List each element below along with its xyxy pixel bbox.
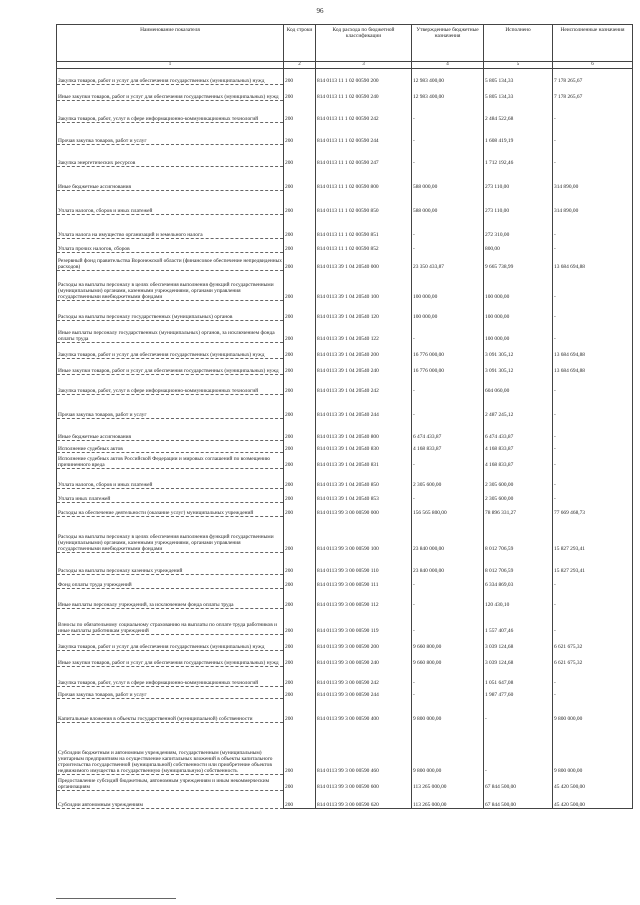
table-row xyxy=(57,191,633,215)
row-budget-code: 814 0113 99 3 00 00590 600 xyxy=(316,775,412,791)
row-executed: 2 305 600,00 xyxy=(484,489,553,503)
row-line-code: 200 xyxy=(284,239,316,253)
row-unexecuted: 15 827 293,41 xyxy=(553,517,633,553)
table-row xyxy=(57,69,633,85)
table-row xyxy=(57,589,633,609)
row-approved: - xyxy=(412,589,484,609)
row-budget-code: 814 0113 99 3 00 00590 620 xyxy=(316,791,412,809)
row-name: Закупка товаров, работ, услуг в сфере информационно-коммуникационных технологий xyxy=(57,667,284,687)
row-name: Капитальные вложения в объекты государственной (муниципальной) собственности xyxy=(57,699,284,723)
row-approved: 12 983 400,00 xyxy=(412,69,484,85)
row-unexecuted: - xyxy=(553,489,633,503)
row-unexecuted: - xyxy=(553,375,633,395)
row-unexecuted: 15 827 293,41 xyxy=(553,553,633,575)
row-approved: 23 840 000,00 xyxy=(412,553,484,575)
row-unexecuted: - xyxy=(553,609,633,635)
table-row xyxy=(57,359,633,375)
row-budget-code: 814 0113 99 3 00 00590 000 xyxy=(316,503,412,517)
row-approved: 9 660 800,00 xyxy=(412,651,484,667)
column-number: 5 xyxy=(484,62,553,69)
row-approved: 6 474 433,87 xyxy=(412,419,484,441)
table-row xyxy=(57,343,633,359)
table-row xyxy=(57,517,633,553)
row-name: Уплата иных платежей xyxy=(57,489,284,503)
row-line-code: 200 xyxy=(284,167,316,191)
table-row xyxy=(57,503,633,517)
row-executed: 800,00 xyxy=(484,239,553,253)
row-budget-code: 814 0113 39 1 04 20540 830 xyxy=(316,441,412,453)
row-line-code: 200 xyxy=(284,253,316,271)
table-row xyxy=(57,553,633,575)
row-approved: - xyxy=(412,667,484,687)
row-name: Уплата прочих налогов, сборов xyxy=(57,239,284,253)
row-line-code: 200 xyxy=(284,609,316,635)
footnote-divider xyxy=(56,898,176,899)
row-budget-code: 814 0113 11 1 02 00590 850 xyxy=(316,191,412,215)
row-line-code: 200 xyxy=(284,123,316,145)
row-name: Уплата налогов, сборов и иных платежей xyxy=(57,191,284,215)
row-approved: 588 000,00 xyxy=(412,167,484,191)
row-name: Расходы на обеспечение деятельности (оказание услуг) муниципальных учреждений xyxy=(57,503,284,517)
row-executed: 6 334 869,03 xyxy=(484,575,553,589)
row-approved: 16 776 000,00 xyxy=(412,359,484,375)
row-executed: 3 039 124,68 xyxy=(484,651,553,667)
row-approved: - xyxy=(412,375,484,395)
page-number: 96 xyxy=(316,7,324,15)
row-unexecuted: - xyxy=(553,575,633,589)
row-approved: 9 800 000,00 xyxy=(412,723,484,775)
row-executed: 272 310,00 xyxy=(484,215,553,239)
table-row xyxy=(57,687,633,699)
row-executed: 1 712 192,46 xyxy=(484,145,553,167)
row-approved: - xyxy=(412,321,484,343)
row-unexecuted: 314 890,00 xyxy=(553,191,633,215)
row-executed: 5 805 134,33 xyxy=(484,69,553,85)
row-unexecuted: - xyxy=(553,215,633,239)
row-line-code: 200 xyxy=(284,85,316,101)
row-executed: 6 474 433,87 xyxy=(484,419,553,441)
row-name: Исполнение судебных актов Российской Федерации и мировых соглашений по возмещению причиненного вреда xyxy=(57,453,284,469)
row-unexecuted: - xyxy=(553,321,633,343)
row-executed: 78 896 331,27 xyxy=(484,503,553,517)
budget-execution-table xyxy=(56,24,633,809)
row-name: Закупка товаров, работ, услуг в сфере информационно-коммуникационных технологий xyxy=(57,101,284,123)
row-approved: - xyxy=(412,575,484,589)
row-unexecuted: - xyxy=(553,145,633,167)
row-line-code: 200 xyxy=(284,723,316,775)
table-row xyxy=(57,667,633,687)
row-budget-code: 814 0113 99 3 00 00590 200 xyxy=(316,635,412,651)
table-row xyxy=(57,395,633,419)
row-name: Фонд оплаты труда учреждений xyxy=(57,575,284,589)
row-name: Иные закупки товаров, работ и услуг для обеспечения государственных (муниципальных) нужд xyxy=(57,359,284,375)
row-unexecuted: 13 684 694,88 xyxy=(553,343,633,359)
row-line-code: 200 xyxy=(284,419,316,441)
table-row xyxy=(57,145,633,167)
row-unexecuted: 77 669 468,73 xyxy=(553,503,633,517)
row-line-code: 200 xyxy=(284,651,316,667)
row-line-code: 200 xyxy=(284,271,316,301)
table-row xyxy=(57,489,633,503)
column-number: 2 xyxy=(284,62,316,69)
header-approved: Утвержденные бюджетные назначения xyxy=(412,25,484,62)
row-line-code: 200 xyxy=(284,489,316,503)
row-budget-code: 814 0113 39 1 04 20540 240 xyxy=(316,359,412,375)
row-executed: 3 039 124,68 xyxy=(484,635,553,651)
row-line-code: 200 xyxy=(284,375,316,395)
column-number: 6 xyxy=(553,62,633,69)
table-row xyxy=(57,723,633,775)
row-budget-code: 814 0113 39 1 04 20540 242 xyxy=(316,375,412,395)
row-unexecuted: - xyxy=(553,589,633,609)
row-name: Исполнение судебных актов xyxy=(57,441,284,453)
row-approved: 156 565 800,00 xyxy=(412,503,484,517)
row-budget-code: 814 0113 39 1 04 20540 120 xyxy=(316,301,412,321)
row-budget-code: 814 0113 99 3 00 00590 460 xyxy=(316,723,412,775)
row-name: Субсидии бюджетным и автономным учреждениям, государственным (муниципальным) унитарным предприятиям на осуществление капитальных вложений в объекты капитального строительства государственной (муниципальной) собственности или приобретение объектов недвижимого имущества в государственную (муниципальную) собственность xyxy=(57,723,284,775)
row-executed: 273 110,00 xyxy=(484,167,553,191)
row-budget-code: 814 0113 39 1 04 20540 200 xyxy=(316,343,412,359)
row-name: Резервный фонд правительства Воронежской области (финансовое обеспечение непредвиденных расходов) xyxy=(57,253,284,271)
row-line-code: 200 xyxy=(284,469,316,489)
row-executed: 120 430,10 xyxy=(484,589,553,609)
row-approved: 9 660 800,00 xyxy=(412,635,484,651)
row-name: Иные бюджетные ассигнования xyxy=(57,419,284,441)
row-line-code: 200 xyxy=(284,699,316,723)
table-row xyxy=(57,239,633,253)
row-name: Уплата налогов, сборов и иных платежей xyxy=(57,469,284,489)
table-row xyxy=(57,575,633,589)
row-budget-code: 814 0113 39 1 04 20540 000 xyxy=(316,253,412,271)
row-approved: 113 265 000,00 xyxy=(412,791,484,809)
row-line-code: 200 xyxy=(284,301,316,321)
row-approved: 23 350 433,87 xyxy=(412,253,484,271)
table-row xyxy=(57,635,633,651)
row-name: Прочая закупка товаров, работ и услуг xyxy=(57,123,284,145)
row-executed: 2 484 522,68 xyxy=(484,101,553,123)
row-unexecuted: - xyxy=(553,301,633,321)
row-approved: 12 983 400,00 xyxy=(412,85,484,101)
table-row xyxy=(57,85,633,101)
row-budget-code: 814 0113 39 1 04 20540 100 xyxy=(316,271,412,301)
header-executed: Исполнено xyxy=(484,25,553,62)
row-executed: 100 000,00 xyxy=(484,301,553,321)
row-name: Иные закупки товаров, работ и услуг для обеспечения государственных (муниципальных) нужд xyxy=(57,651,284,667)
row-approved: 2 305 600,00 xyxy=(412,469,484,489)
row-unexecuted: 45 420 500,00 xyxy=(553,791,633,809)
table-header-row xyxy=(57,25,633,62)
row-line-code: 200 xyxy=(284,191,316,215)
row-name: Расходы на выплаты персоналу казенных учреждений xyxy=(57,553,284,575)
row-name: Расходы на выплаты персоналу в целях обеспечения выполнения функций государственными (муниципальными) органами, казенными учреждениями, органами управления государственными внебюджетными фондами xyxy=(57,271,284,301)
row-name: Иные выплаты персоналу учреждений, за исключением фонда оплаты труда xyxy=(57,589,284,609)
column-number: 4 xyxy=(412,62,484,69)
row-unexecuted: - xyxy=(553,123,633,145)
header-unexecuted: Неисполненные назначения xyxy=(553,25,633,62)
row-unexecuted: - xyxy=(553,667,633,687)
table-row xyxy=(57,101,633,123)
row-executed: 1 608 419,19 xyxy=(484,123,553,145)
table-row xyxy=(57,469,633,489)
row-executed: 100 000,00 xyxy=(484,271,553,301)
row-budget-code: 814 0113 11 1 02 00590 800 xyxy=(316,167,412,191)
column-number: 1 xyxy=(57,62,284,69)
header-indicator-name: Наименование показателя xyxy=(57,25,284,62)
row-budget-code: 814 0113 99 3 00 00590 244 xyxy=(316,687,412,699)
row-approved: - xyxy=(412,395,484,419)
row-budget-code: 814 0113 99 3 00 00590 112 xyxy=(316,589,412,609)
row-approved: 100 000,00 xyxy=(412,271,484,301)
row-name: Уплата налога на имущество организаций и земельного налога xyxy=(57,215,284,239)
row-budget-code: 814 0113 11 1 02 00590 244 xyxy=(316,123,412,145)
row-approved: 9 800 000,00 xyxy=(412,699,484,723)
table-row xyxy=(57,441,633,453)
row-budget-code: 814 0113 39 1 04 20540 850 xyxy=(316,469,412,489)
row-unexecuted: 314 890,00 xyxy=(553,167,633,191)
row-name: Расходы на выплаты персоналу государственных (муниципальных) органов xyxy=(57,301,284,321)
row-line-code: 200 xyxy=(284,395,316,419)
row-line-code: 200 xyxy=(284,453,316,469)
row-unexecuted: - xyxy=(553,395,633,419)
row-line-code: 200 xyxy=(284,775,316,791)
row-approved: - xyxy=(412,145,484,167)
row-executed: 100 000,00 xyxy=(484,321,553,343)
table-row xyxy=(57,609,633,635)
table-body xyxy=(57,69,633,809)
row-executed: 2 305 600,00 xyxy=(484,469,553,489)
row-unexecuted: 7 178 265,67 xyxy=(553,69,633,85)
row-approved: - xyxy=(412,489,484,503)
row-name: Субсидии автономным учреждениям xyxy=(57,791,284,809)
row-line-code: 200 xyxy=(284,503,316,517)
table-row xyxy=(57,453,633,469)
table-row xyxy=(57,775,633,791)
row-line-code: 200 xyxy=(284,635,316,651)
row-line-code: 200 xyxy=(284,517,316,553)
row-unexecuted: - xyxy=(553,687,633,699)
table-row xyxy=(57,123,633,145)
row-unexecuted: 45 420 500,00 xyxy=(553,775,633,791)
row-line-code: 200 xyxy=(284,321,316,343)
row-executed: 8 012 706,59 xyxy=(484,553,553,575)
row-budget-code: 814 0113 99 3 00 00590 400 xyxy=(316,699,412,723)
row-name: Иные закупки товаров, работ и услуг для обеспечения государственных (муниципальных) нужд xyxy=(57,85,284,101)
row-approved: - xyxy=(412,609,484,635)
row-approved: 588 000,00 xyxy=(412,191,484,215)
row-line-code: 200 xyxy=(284,101,316,123)
row-line-code: 200 xyxy=(284,441,316,453)
row-executed: 1 987 477,60 xyxy=(484,687,553,699)
table-row xyxy=(57,419,633,441)
row-approved: - xyxy=(412,239,484,253)
row-line-code: 200 xyxy=(284,667,316,687)
row-name: Закупка товаров, работ и услуг для обеспечения государственных (муниципальных) нужд xyxy=(57,69,284,85)
row-name: Закупка энергетических ресурсов xyxy=(57,145,284,167)
row-approved: - xyxy=(412,687,484,699)
row-executed: 1 557 407,46 xyxy=(484,609,553,635)
row-line-code: 200 xyxy=(284,553,316,575)
table-row xyxy=(57,375,633,395)
row-approved: 4 168 833,87 xyxy=(412,441,484,453)
row-unexecuted: 9 800 000,00 xyxy=(553,723,633,775)
row-budget-code: 814 0113 11 1 02 00590 240 xyxy=(316,85,412,101)
row-executed: - xyxy=(484,723,553,775)
row-budget-code: 814 0113 39 1 04 20540 853 xyxy=(316,489,412,503)
row-budget-code: 814 0113 99 3 00 00590 242 xyxy=(316,667,412,687)
column-number: 3 xyxy=(316,62,412,69)
row-name: Закупка товаров, работ и услуг для обеспечения государственных (муниципальных) нужд xyxy=(57,635,284,651)
row-name: Прочая закупка товаров, работ и услуг xyxy=(57,395,284,419)
row-executed: 1 051 647,08 xyxy=(484,667,553,687)
row-unexecuted: 9 800 000,00 xyxy=(553,699,633,723)
row-budget-code: 814 0113 99 3 00 00590 100 xyxy=(316,517,412,553)
row-approved: - xyxy=(412,215,484,239)
row-unexecuted: - xyxy=(553,469,633,489)
table-row xyxy=(57,253,633,271)
header-line-code: Код строки xyxy=(284,25,316,62)
table-row xyxy=(57,699,633,723)
row-unexecuted: 13 684 694,88 xyxy=(553,253,633,271)
row-name: Иные выплаты персоналу государственных (муниципальных) органов, за исключением фонда оплаты труда xyxy=(57,321,284,343)
row-budget-code: 814 0113 99 3 00 00590 240 xyxy=(316,651,412,667)
row-unexecuted: - xyxy=(553,419,633,441)
row-budget-code: 814 0113 39 1 04 20540 122 xyxy=(316,321,412,343)
table-row xyxy=(57,301,633,321)
row-line-code: 200 xyxy=(284,343,316,359)
row-name: Закупка товаров, работ и услуг для обеспечения государственных (муниципальных) нужд xyxy=(57,343,284,359)
row-budget-code: 814 0113 99 3 00 00590 119 xyxy=(316,609,412,635)
row-budget-code: 814 0113 11 1 02 00590 200 xyxy=(316,69,412,85)
row-approved: - xyxy=(412,123,484,145)
table-row xyxy=(57,791,633,809)
row-budget-code: 814 0113 39 1 04 20540 831 xyxy=(316,453,412,469)
row-budget-code: 814 0113 99 3 00 00590 111 xyxy=(316,575,412,589)
row-unexecuted: - xyxy=(553,453,633,469)
row-budget-code: 814 0113 11 1 02 00590 247 xyxy=(316,145,412,167)
row-name: Прочая закупка товаров, работ и услуг xyxy=(57,687,284,699)
row-line-code: 200 xyxy=(284,687,316,699)
row-approved: - xyxy=(412,453,484,469)
row-line-code: 200 xyxy=(284,69,316,85)
row-unexecuted: 6 621 675,32 xyxy=(553,651,633,667)
table-row xyxy=(57,167,633,191)
row-unexecuted: 13 684 694,88 xyxy=(553,359,633,375)
row-approved: 16 776 000,00 xyxy=(412,343,484,359)
row-unexecuted: 7 178 265,67 xyxy=(553,85,633,101)
row-line-code: 200 xyxy=(284,359,316,375)
row-name: Расходы на выплаты персоналу в целях обеспечения выполнения функций государственными (муниципальными) органами, казенными учреждениями, органами управления государственными внебюджетными фондами xyxy=(57,517,284,553)
row-name: Взносы по обязательному социальному страхованию на выплаты по оплате труда работников и иные выплаты работникам учреждений xyxy=(57,609,284,635)
header-budget-classification-code: Код расхода по бюджетной классификации xyxy=(316,25,412,62)
row-approved: 23 840 000,00 xyxy=(412,517,484,553)
table-row xyxy=(57,271,633,301)
row-name: Иные бюджетные ассигнования xyxy=(57,167,284,191)
row-budget-code: 814 0113 39 1 04 20540 800 xyxy=(316,419,412,441)
table-row xyxy=(57,321,633,343)
row-executed: 67 844 500,00 xyxy=(484,775,553,791)
row-approved: 100 000,00 xyxy=(412,301,484,321)
row-name: Закупка товаров, работ, услуг в сфере информационно-коммуникационных технологий xyxy=(57,375,284,395)
row-line-code: 200 xyxy=(284,589,316,609)
row-unexecuted: 6 621 675,32 xyxy=(553,635,633,651)
row-executed: 273 110,00 xyxy=(484,191,553,215)
row-executed: 604 060,00 xyxy=(484,375,553,395)
row-executed: 67 844 500,00 xyxy=(484,791,553,809)
row-budget-code: 814 0113 11 1 02 00590 242 xyxy=(316,101,412,123)
row-unexecuted: - xyxy=(553,101,633,123)
row-executed: 8 012 706,59 xyxy=(484,517,553,553)
row-unexecuted: - xyxy=(553,271,633,301)
row-budget-code: 814 0113 99 3 00 00590 110 xyxy=(316,553,412,575)
table-row xyxy=(57,651,633,667)
row-executed: 4 168 833,87 xyxy=(484,453,553,469)
row-name: Предоставление субсидий бюджетным, автономным учреждениям и иным некоммерческим организациям xyxy=(57,775,284,791)
row-approved: - xyxy=(412,101,484,123)
row-unexecuted: - xyxy=(553,239,633,253)
row-line-code: 200 xyxy=(284,791,316,809)
row-line-code: 200 xyxy=(284,145,316,167)
row-approved: 113 265 000,00 xyxy=(412,775,484,791)
row-executed: 5 805 134,33 xyxy=(484,85,553,101)
row-line-code: 200 xyxy=(284,575,316,589)
row-budget-code: 814 0113 11 1 02 00590 851 xyxy=(316,215,412,239)
column-number-row xyxy=(57,62,633,69)
row-executed: 9 665 738,99 xyxy=(484,253,553,271)
row-budget-code: 814 0113 39 1 04 20540 244 xyxy=(316,395,412,419)
row-executed: 2 487 245,12 xyxy=(484,395,553,419)
row-executed: 3 091 305,12 xyxy=(484,359,553,375)
table-row xyxy=(57,215,633,239)
row-executed: 3 091 305,12 xyxy=(484,343,553,359)
row-executed: 4 168 833,87 xyxy=(484,441,553,453)
row-line-code: 200 xyxy=(284,215,316,239)
row-budget-code: 814 0113 11 1 02 00590 852 xyxy=(316,239,412,253)
row-executed: - xyxy=(484,699,553,723)
row-unexecuted: - xyxy=(553,441,633,453)
